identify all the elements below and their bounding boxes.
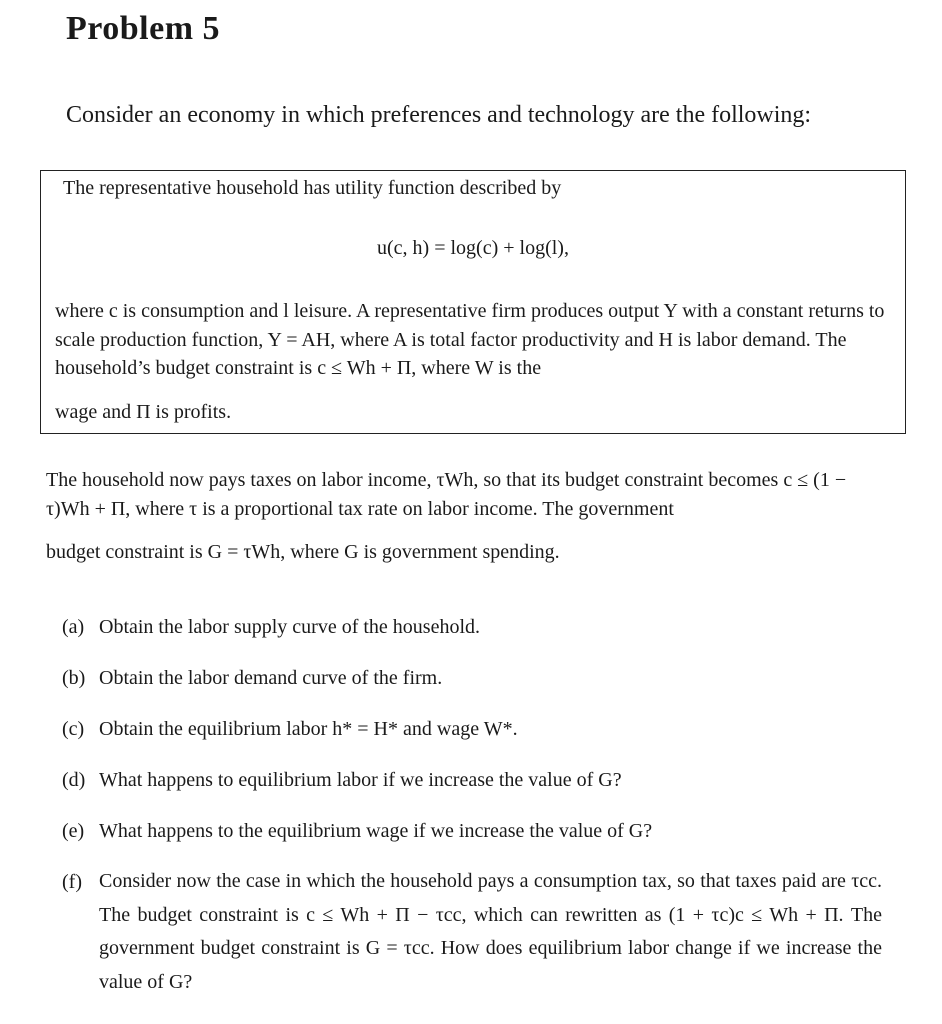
question-label: (a) [62, 616, 85, 638]
question-text: What happens to equilibrium labor if we increase the value of G? [99, 769, 622, 791]
question-text: Obtain the labor demand curve of the firm. [99, 667, 443, 689]
question-text: What happens to the equilibrium wage if we increase the value of G? [99, 820, 653, 842]
question-label: (f) [62, 871, 82, 893]
model-description-last: wage and Π is profits. [55, 400, 232, 423]
intro-sentence: Consider an economy in which preferences and technology are the following: [66, 102, 812, 128]
question-text: Obtain the equilibrium labor h* = H* and wage W*. [99, 718, 518, 740]
tax-paragraph-last: budget constraint is G = τWh, where G is government spending. [46, 541, 560, 563]
question-label: (b) [62, 667, 86, 689]
model-description-text: where c is consumption and l leisure. A representative firm produces output Y with a constant returns to scale production function, Y = AH, where A is total factor productivity and H is labor demand. The household’s budget constraint is c ≤ Wh + Π, where W is the [55, 300, 885, 379]
question-label: (c) [62, 718, 85, 740]
model-box [40, 170, 906, 434]
problem-title: Problem 5 [66, 10, 221, 47]
utility-intro: The representative household has utility function described by [63, 177, 562, 199]
utility-equation: u(c, h) = log(c) + log(l), [377, 237, 569, 259]
question-label: (e) [62, 820, 85, 842]
tax-paragraph-text: The household now pays taxes on labor income, τWh, so that its budget constraint becomes c ≤ (1 − τ)Wh + Π, where τ is a proportional tax rate on labor income. The government [46, 469, 847, 520]
model-description [55, 297, 885, 426]
question-label: (d) [62, 769, 86, 791]
question-text: Obtain the labor supply curve of the household. [99, 616, 481, 638]
question-text: Consider now the case in which the household pays a consumption tax, so that taxes paid are τcc. The budget constraint is c ≤ Wh + Π − τcc, which can rewritten as (1 + τc)c ≤ Wh + Π. The government budget constraint is G = τcc. How does equilibrium labor change if we increase the value of G? [99, 870, 882, 993]
tax-paragraph [46, 466, 882, 567]
